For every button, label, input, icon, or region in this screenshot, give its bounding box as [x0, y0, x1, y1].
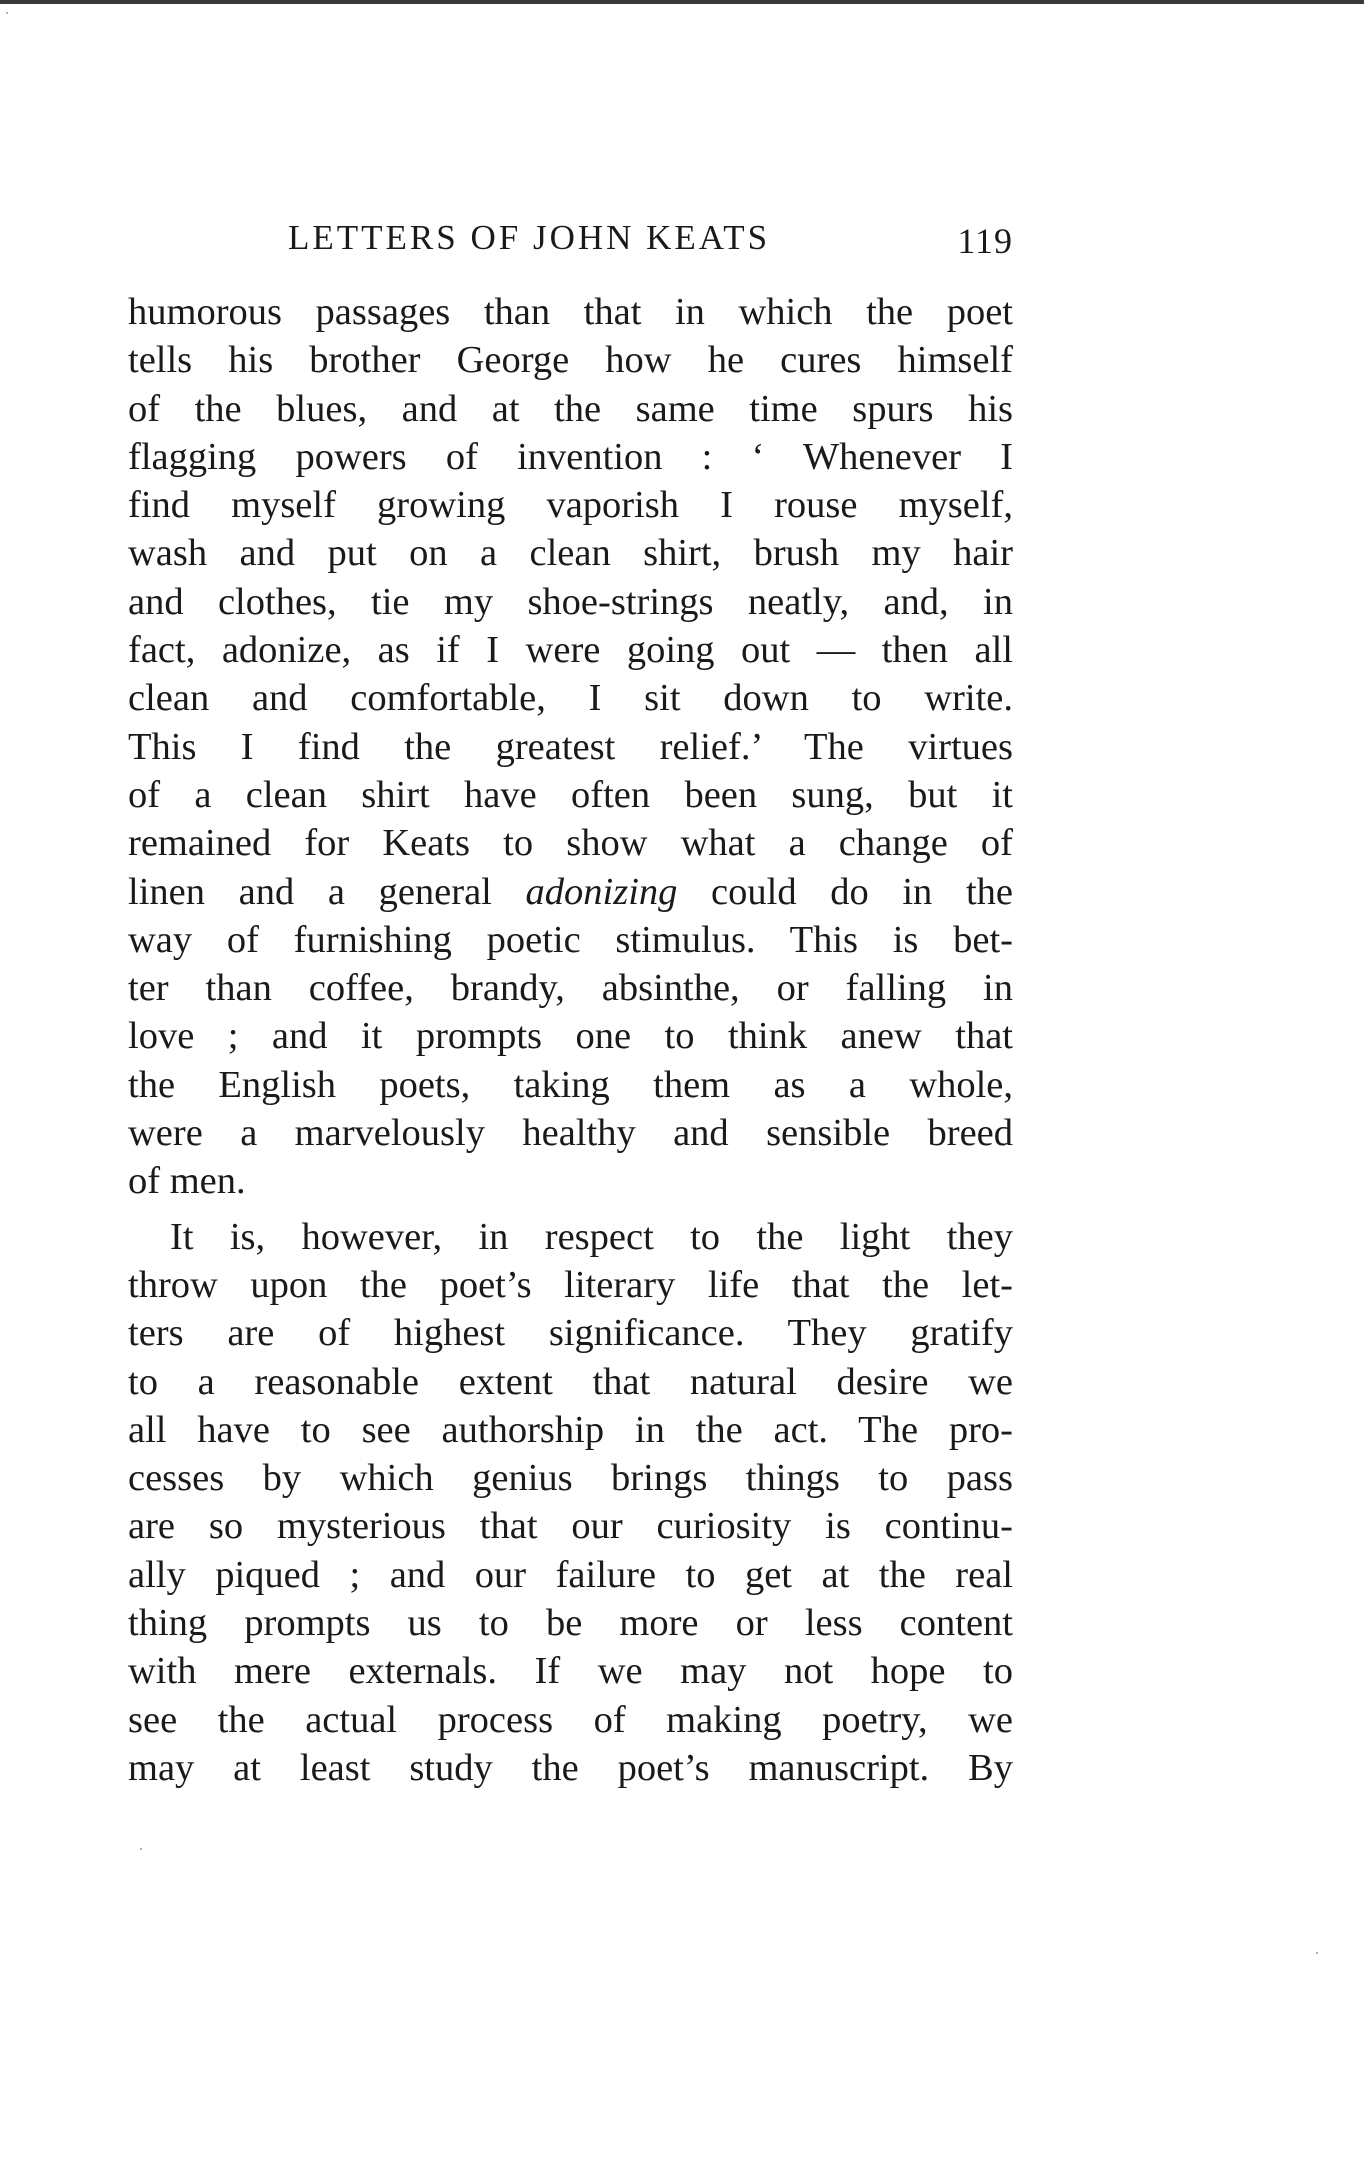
running-head — [128, 218, 1013, 268]
paragraph-2 — [128, 1213, 1013, 1793]
text-line: flagging powers of invention : ‘ Whenever I — [128, 435, 1013, 478]
running-title: LETTERS OF JOHN KEATS — [288, 218, 771, 257]
text-line: ter than coffee, brandy, absinthe, or falling in — [128, 967, 1013, 1010]
text-line: of the blues, and at the same time spurs his — [128, 387, 1013, 430]
italic-word: adonizing — [525, 870, 678, 913]
text-line-with-italic — [128, 868, 1013, 916]
text-line: humorous passages than that in which the poet — [128, 291, 1013, 333]
paragraph-1 — [128, 288, 1013, 1206]
line-text-before: linen and a general — [128, 870, 526, 913]
text-line: ters are of highest significance. They gratify — [128, 1312, 1013, 1355]
text-line: thing prompts us to be more or less content — [128, 1602, 1013, 1645]
text-line: were a marvelously healthy and sensible breed — [128, 1112, 1013, 1155]
line-text-after: could do in the — [677, 870, 1013, 913]
text-line: wash and put on a clean shirt, brush my hair — [128, 532, 1013, 575]
text-line: way of furnishing poetic stimulus. This is bet- — [128, 918, 1013, 961]
page-number: 119 — [957, 221, 1013, 261]
paragraph-gap — [128, 1206, 1013, 1213]
paper-speck — [1316, 1952, 1318, 1954]
page-top-edge — [0, 0, 1364, 4]
text-line: clean and comfortable, I sit down to write. — [128, 677, 1013, 720]
text-line: the English poets, taking them as a whole, — [128, 1063, 1013, 1106]
text-line: with mere externals. If we may not hope to — [128, 1650, 1013, 1693]
text-line: tells his brother George how he cures himself — [128, 339, 1013, 382]
text-line: to a reasonable extent that natural desire we — [128, 1360, 1013, 1403]
text-line: of men. — [128, 1160, 246, 1203]
text-line: This I find the greatest relief.’ The virtues — [128, 725, 1013, 768]
text-line: all have to see authorship in the act. The pro- — [128, 1408, 1013, 1451]
text-line: love ; and it prompts one to think anew that — [128, 1015, 1013, 1058]
text-line: fact, adonize, as if I were going out — then all — [128, 629, 1013, 672]
text-line: cesses by which genius brings things to pass — [128, 1457, 1013, 1500]
text-line: see the actual process of making poetry, we — [128, 1698, 1013, 1741]
text-line: of a clean shirt have often been sung, but it — [128, 773, 1013, 816]
text-line: throw upon the poet’s literary life that the let- — [128, 1263, 1013, 1306]
text-line: ally piqued ; and our failure to get at the real — [128, 1553, 1013, 1596]
paper-speck — [6, 12, 8, 14]
paper-speck — [140, 1848, 142, 1850]
text-line: and clothes, tie my shoe-strings neatly, and, in — [128, 580, 1013, 623]
text-line: may at least study the poet’s manuscript. By — [128, 1746, 1013, 1789]
text-line: remained for Keats to show what a change of — [128, 822, 1013, 865]
text-line: find myself growing vaporish I rouse myself, — [128, 484, 1013, 527]
text-line: It is, however, in respect to the light they — [170, 1215, 1013, 1258]
text-line: are so mysterious that our curiosity is continu- — [128, 1505, 1013, 1548]
body-text — [128, 288, 1013, 1792]
